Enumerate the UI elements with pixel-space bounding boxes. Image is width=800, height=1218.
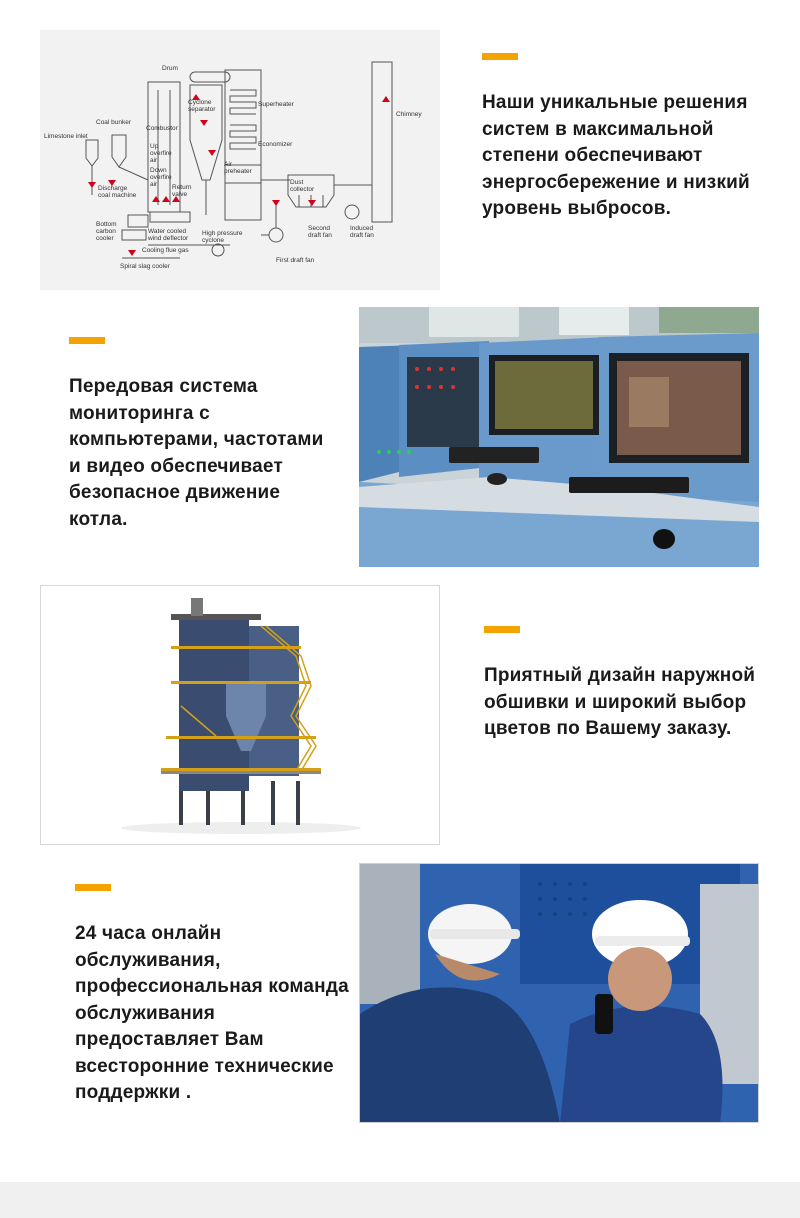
label-return-1: Return — [172, 184, 192, 191]
label-cyclone-1: Cyclone — [188, 99, 212, 106]
label-high-pressure-2: cyclone — [202, 237, 225, 244]
label-chimney: Chimney — [396, 111, 422, 118]
section1-text-block — [482, 53, 782, 223]
boiler-3d-render — [40, 585, 440, 845]
label-water-cooled-1: Water cooled — [148, 228, 187, 235]
footer-band — [0, 1182, 800, 1218]
label-dust-2: collector — [290, 186, 315, 193]
label-first-draft: First draft fan — [276, 257, 315, 264]
section3-paragraph: Приятный дизайн наружной обшивки и широкий выбор цветов по Вашему заказу. — [484, 665, 756, 739]
label-bottom-1: Bottom — [96, 221, 117, 228]
label-cyclone-2: separator — [188, 106, 216, 113]
label-drum: Drum — [162, 65, 178, 72]
label-air-preheater-1: Air — [224, 161, 232, 168]
label-air-preheater-2: preheater — [224, 168, 252, 175]
label-discharge-2: coal machine — [98, 192, 137, 199]
engineers-photo — [359, 863, 759, 1123]
label-cooling-flue: Cooling flue gas — [142, 247, 189, 254]
section2-paragraph: Передовая система мониторинга с компьютерами, частотами и видео обеспечивает безопасное движение котла. — [69, 376, 324, 530]
label-induced-1: Induced — [350, 225, 374, 232]
accent-bar — [484, 626, 520, 633]
label-spiral-slag: Spiral slag cooler — [120, 263, 170, 270]
label-economizer: Economizer — [258, 141, 293, 148]
label-bottom-2: carbon — [96, 228, 116, 235]
label-up-1: Up — [150, 143, 159, 150]
label-down-2: overfire — [150, 174, 172, 181]
label-coal-bunker: Coal bunker — [96, 119, 132, 126]
section4-paragraph: 24 часа онлайн обслуживания, профессиональная команда обслуживания предоставляет Вам всесторонние технические поддержки . — [75, 923, 349, 1103]
boiler-system-diagram — [40, 30, 440, 290]
accent-bar — [75, 884, 111, 891]
label-second-draft-2: draft fan — [308, 232, 332, 239]
section1-paragraph: Наши уникальные решения систем в максимальной степени обеспечивают энергосбережение и низкий уровень выбросов. — [482, 92, 750, 219]
label-induced-2: draft fan — [350, 232, 374, 239]
accent-bar — [69, 337, 105, 344]
label-up-3: air — [150, 157, 158, 164]
label-second-draft-1: Second — [308, 225, 331, 232]
label-return-2: valve — [172, 191, 188, 198]
label-high-pressure-1: High pressure — [202, 230, 243, 237]
label-dust-1: Dust — [290, 179, 304, 186]
label-combustor: Combustor — [146, 125, 178, 132]
section3-text-block — [484, 626, 784, 743]
label-down-3: air — [150, 181, 158, 188]
label-up-2: overfire — [150, 150, 172, 157]
control-room-photo — [359, 307, 759, 567]
label-limestone-inlet: Limestone inlet — [44, 133, 88, 140]
label-superheater: Superheater — [258, 101, 294, 108]
accent-bar — [482, 53, 518, 60]
label-down-1: Down — [150, 167, 167, 174]
label-discharge-1: Discharge — [98, 185, 128, 192]
label-bottom-3: cooler — [96, 235, 114, 242]
section4-text-block — [75, 884, 355, 1107]
label-water-cooled-2: wind deflector — [148, 235, 189, 242]
section2-text-block — [69, 337, 339, 533]
